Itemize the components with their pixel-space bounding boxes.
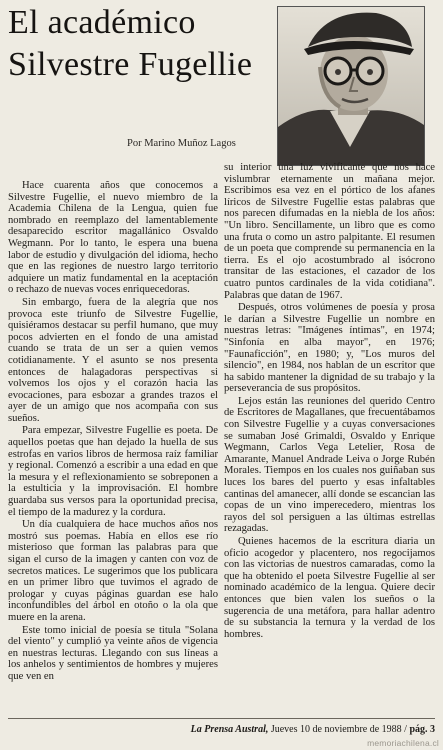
title-line-2: Silvestre Fugellie (8, 46, 253, 83)
title-line-1: El académico (8, 4, 196, 41)
paragraph: Quienes hacemos de la escritura diaria un oficio acogedor y placentero, nos regocijamos con las victorias de nuestros camaradas, como la que ha obtenido el poeta Silvestre Fugellie al ser nominado académico de la lengua. Quiere decir entonces que bien valen los sueños o la sugerencia de una metáfora, para hallar adentro de su substancia la ternura y la verdad de los hombres. (224, 536, 435, 640)
source-watermark: memoriachilena.cl (367, 738, 439, 748)
paragraph: Para empezar, Silvestre Fugellie es poeta. De aquellos poetas que han dejado la huella de sus estrofas en varios libros de hermosa raíz familiar y regional. Comenzó a escribir a una edad en que la mesura y el reflexionamiento se sobreponen a la estulticia y la improvisación. El hombre guardaba sus versos para la oportunidad precisa, el tiempo de la madurez y la cordura. (8, 425, 218, 518)
paragraph: Hace cuarenta años que conocemos a Silvestre Fugellie, el nuevo miembro de la Academia Chilena de la Lengua, quien fue nombrado en reemplazo del lamentablemente desaparecido escritor magallánico Osvaldo Wegmann. Por lo tanto, le espera una buena labor de estudio y divulgación del idioma, hecho que en las regiones de nuestro largo territorio adquiere un matiz fundamental en la aceptación o rechazo de nuevas voces enriquecedoras. (8, 180, 218, 296)
byline: Por Marino Muñoz Lagos (127, 138, 236, 149)
paragraph: Este tomo inicial de poesía se titula "Solana del viento" y cumplió ya veinte años de vigencia en nuestras lecturas. Llegando con sus líneas a los anhelos y sentimientos de hombres y mujeres que ven en (8, 624, 218, 682)
portrait-photo-icon (278, 7, 424, 165)
paragraph: Sin embargo, fuera de la alegría que nos provoca este triunfo de Silvestre Fugellie, quisiéramos destacar su perfil humano, que muy pocos advierten en el fondo de una amistad cuando se trata de un ser a quien vemos cotidianamente. Y el asunto se nos presenta entonces de halagadoras perspectivas si volvemos los ojos y el corazón hacia las evocaciones, para esbozar a grandes trazos el ayer de un amigo que nos acompaña con sus sueños. (8, 296, 218, 424)
article-title (8, 2, 270, 86)
left-column (8, 180, 218, 710)
page-number: pág. 3 (409, 724, 435, 735)
paragraph: Un día cualquiera de hace muchos años nos mostró sus poemas. Había en ellos ese río misterioso que forman las palabras para que sigan el curso de la imagen y canten con voz de secretos matices. Le sugerimos que los publicara en un primer libro que tuvimos el agrado de prologar y cuyas páginas guardan ese halo inconfundibles del árbol en otoño o la ola que muere en la arena. (8, 519, 218, 623)
paragraph: Lejos están las reuniones del querido Centro de Escritores de Magallanes, que frecuentábamos con Silvestre Fugellie y a cuyas conversaciones se sumaban José Grimaldi, Osvaldo y Enrique Wegmann, Carlos Vega Letelier, Rosa de Amarante, Manuel Andrade Leiva o Jorge Rubén Morales. Tiempos en los cuales nos guiñaban sus luces los bares del puerto y esas infaltables cantinas del amanecer, allí donde se escancian las copas de un vino imperecedero, mientras los rayos del sol persiguen a las últimas estrellas rezagadas. (224, 395, 435, 535)
publication-name: La Prensa Austral, (190, 724, 269, 735)
portrait-photo (277, 6, 425, 166)
paragraph: su interior una luz vivificante que nos hace vislumbrar eternamente un mañana mejor. Escribimos esa vez en el pórtico de los afanes líricos de Silvestre Fugellie estas palabras que nos parecen difumadas en la niebla de los años: "Un libro. Sencillamente, un libro que es como una fruta o como un astro palpitante. El resumen de un poeta que comprende su permanencia en la tierra. Es el ojo acostumbrado al isócrono transitar de las estaciones, el cazador de los cuatro puntos cardinales de la vida cotidiana". Palabras que datan de 1967. (224, 162, 435, 301)
footer-divider (8, 718, 435, 719)
page-footer (150, 724, 435, 735)
publication-date: Jueves 10 de noviembre de 1988 / (270, 724, 407, 735)
paragraph: Después, otros volúmenes de poesía y prosa le darían a Silvestre Fugellie un nombre en nuestras letras: "Imágenes íntimas", en 1974; "Sinfonía en alba mayor", en 1976; "Faunaficción", en 1980; y, "Los muros del silencio", en 1984, nos hablan de un escritor que ha sabido mantener la dignidad de su trabajo y la perseverancia de sus propósitos. (224, 302, 435, 395)
right-column (224, 162, 435, 692)
